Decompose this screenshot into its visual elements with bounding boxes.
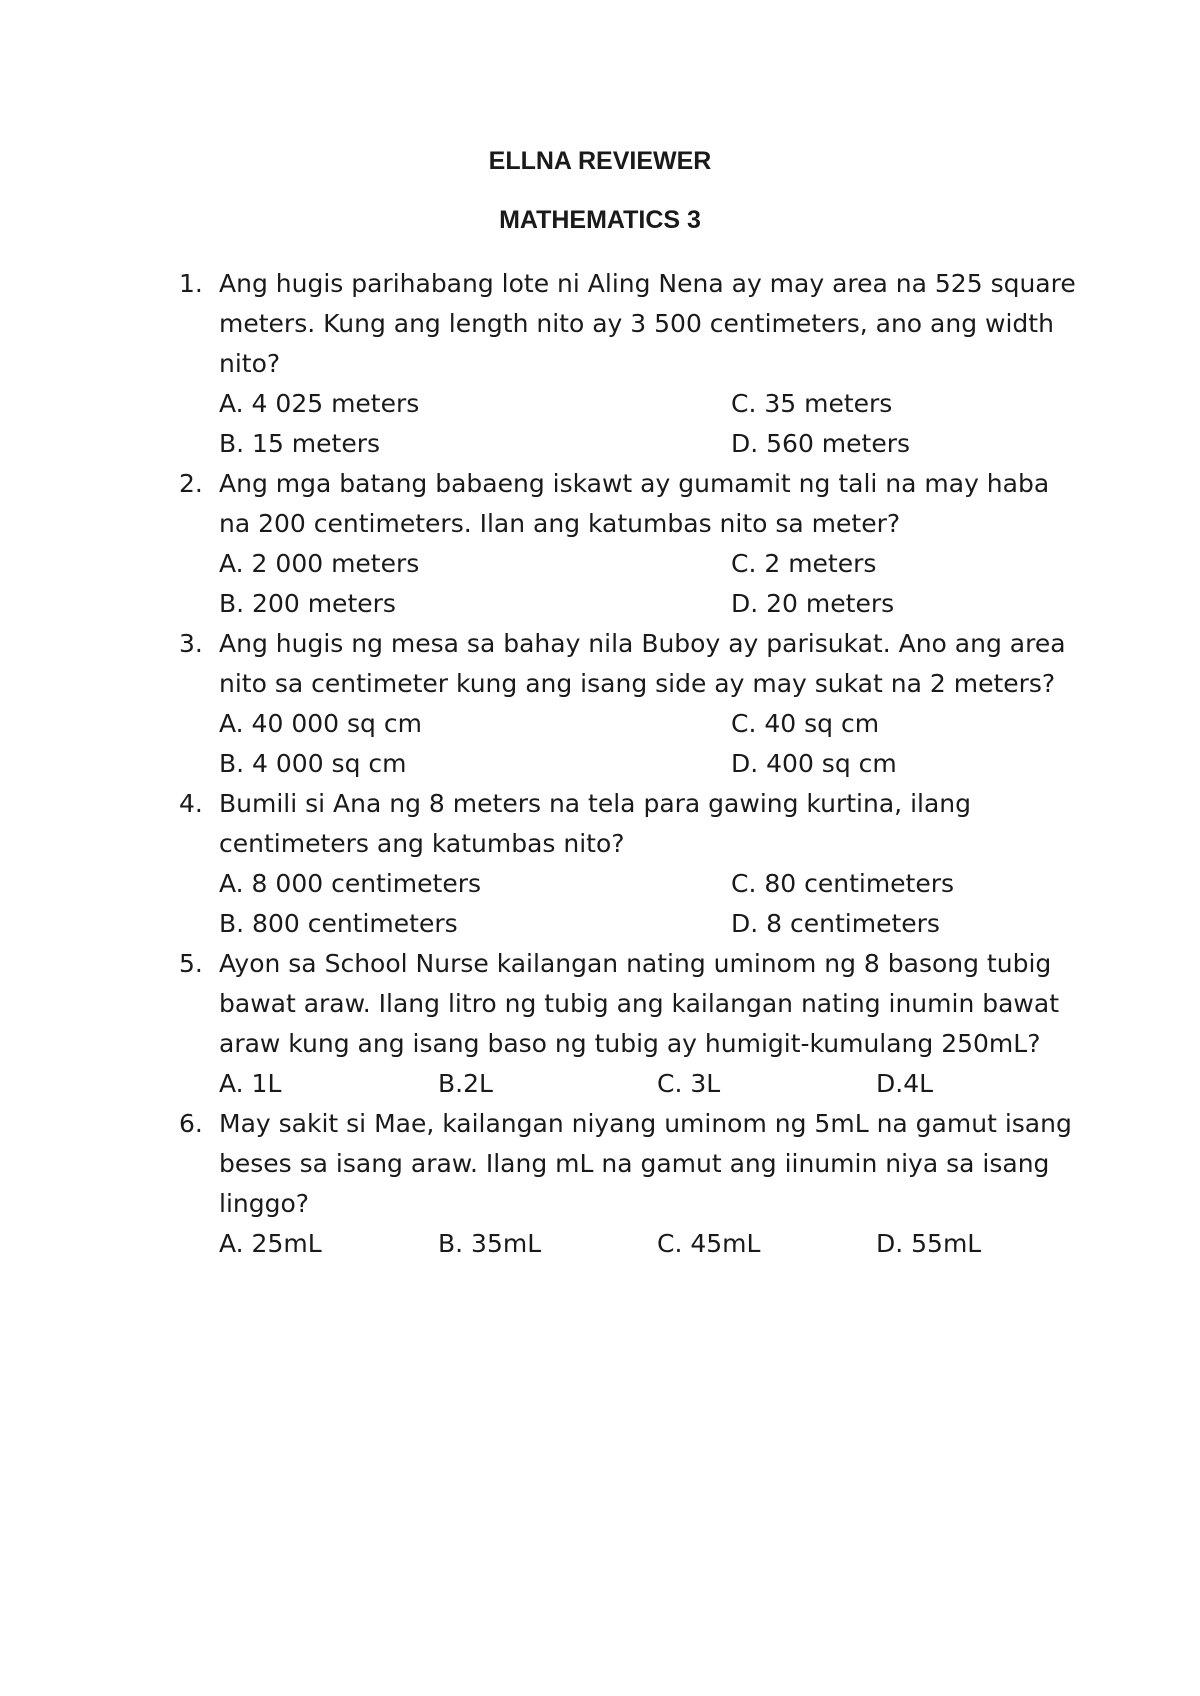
answer-choice: C. 80 centimeters	[731, 869, 955, 898]
answer-choice: A. 8 000 centimeters	[219, 869, 482, 898]
answer-choice: A. 1L	[219, 1069, 282, 1098]
question-number: 2.	[179, 469, 203, 498]
answer-choices	[219, 1224, 1079, 1264]
question-item	[0, 944, 1079, 1104]
answer-choices	[219, 544, 1079, 624]
answer-choice: B. 800 centimeters	[219, 909, 458, 938]
answer-choice: C. 40 sq cm	[731, 709, 880, 738]
answer-choice: C. 3L	[657, 1069, 721, 1098]
document-subtitle: MATHEMATICS 3	[499, 206, 701, 234]
answer-choice: D.4L	[876, 1069, 934, 1098]
answer-choice: A. 2 000 meters	[219, 549, 420, 578]
answer-choice: D. 400 sq cm	[731, 749, 897, 778]
answer-choices	[219, 704, 1079, 784]
answer-choice: D. 20 meters	[731, 589, 895, 618]
answer-choice: B. 15 meters	[219, 429, 381, 458]
answer-choice: A. 25mL	[219, 1229, 322, 1258]
question-item	[0, 624, 1079, 784]
question-number: 3.	[179, 629, 203, 658]
answer-choice: C. 2 meters	[731, 549, 877, 578]
answer-choices	[219, 864, 1079, 944]
answer-choice: A. 40 000 sq cm	[219, 709, 422, 738]
answer-choice: C. 35 meters	[731, 389, 893, 418]
document-title: ELLNA REVIEWER	[488, 147, 712, 175]
answer-choice: B.2L	[438, 1069, 493, 1098]
question-item	[0, 464, 1079, 624]
answer-choice: A. 4 025 meters	[219, 389, 420, 418]
answer-choices	[219, 384, 1079, 464]
question-item	[0, 784, 1079, 944]
answer-choice: B. 35mL	[438, 1229, 542, 1258]
answer-choice: B. 200 meters	[219, 589, 396, 618]
answer-choice: B. 4 000 sq cm	[219, 749, 407, 778]
question-item	[0, 264, 1079, 464]
question-item	[0, 1104, 1079, 1264]
question-text: Ang mga batang babaeng iskawt ay gumamit ng tali na may haba na 200 centimeters. Ilan ang katumbas nito sa meter?	[219, 469, 1050, 538]
question-list	[0, 264, 1200, 1264]
answer-choice: D. 560 meters	[731, 429, 911, 458]
answer-choice: D. 8 centimeters	[731, 909, 940, 938]
question-text: May sakit si Mae, kailangan niyang uminom ng 5mL na gamut isang beses sa isang araw. Ilang mL na gamut ang iinumin niya sa isang linggo?	[219, 1109, 1072, 1218]
answer-choices	[219, 1064, 1079, 1104]
question-number: 4.	[179, 789, 203, 818]
question-number: 5.	[179, 949, 203, 978]
question-number: 1.	[179, 269, 203, 298]
answer-choice: D. 55mL	[876, 1229, 982, 1258]
question-text: Ang hugis parihabang lote ni Aling Nena ay may area na 525 square meters. Kung ang length nito ay 3 500 centimeters, ano ang width nito?	[219, 269, 1076, 378]
question-number: 6.	[179, 1109, 203, 1138]
question-text: Bumili si Ana ng 8 meters na tela para gawing kurtina, ilang centimeters ang katumbas nito?	[219, 789, 971, 858]
question-text: Ayon sa School Nurse kailangan nating uminom ng 8 basong tubig bawat araw. Ilang litro ng tubig ang kailangan nating inumin bawat araw kung ang isang baso ng tubig ay humigit-kumulang 250mL?	[219, 949, 1060, 1058]
question-text: Ang hugis ng mesa sa bahay nila Buboy ay parisukat. Ano ang area nito sa centimeter kung ang isang side ay may sukat na 2 meters?	[219, 629, 1066, 698]
answer-choice: C. 45mL	[657, 1229, 761, 1258]
